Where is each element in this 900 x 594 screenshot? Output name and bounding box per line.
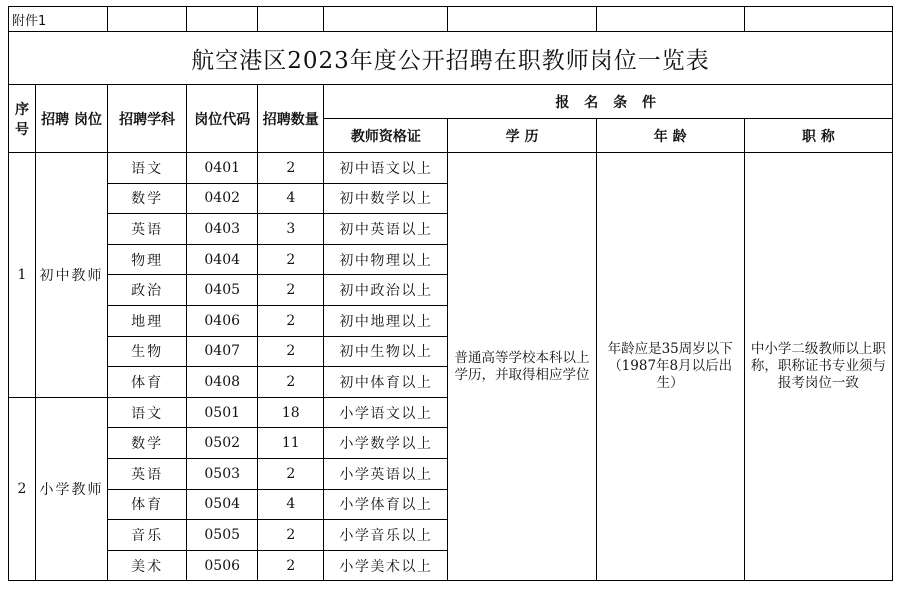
qualification-cell: 小学体育以上 (324, 489, 448, 520)
code-cell: 0504 (187, 489, 258, 520)
code-cell: 0503 (187, 458, 258, 489)
code-cell: 0403 (187, 214, 258, 245)
code-cell: 0405 (187, 275, 258, 306)
header-count: 招聘数量 (258, 85, 324, 153)
header-age: 年 龄 (596, 119, 744, 153)
code-cell: 0408 (187, 367, 258, 398)
code-cell: 0406 (187, 305, 258, 336)
title-row (9, 32, 893, 85)
count-cell: 4 (258, 183, 324, 214)
subject-cell: 物理 (108, 244, 187, 275)
code-cell: 0404 (187, 244, 258, 275)
count-cell: 2 (258, 336, 324, 367)
attachment-label: 附件1 (9, 7, 108, 32)
header-subject: 招聘学科 (108, 85, 187, 153)
subject-cell: 数学 (108, 183, 187, 214)
age-requirement: 年龄应是35周岁以下（1987年8月以后出生） (596, 153, 744, 581)
subject-cell: 语文 (108, 397, 187, 428)
header-row-1 (9, 85, 893, 119)
subject-cell: 生物 (108, 336, 187, 367)
header-position: 招聘 岗位 (36, 85, 108, 153)
header-education: 学 历 (448, 119, 596, 153)
qualification-cell: 小学美术以上 (324, 550, 448, 581)
qualification-cell: 初中物理以上 (324, 244, 448, 275)
subject-cell: 地理 (108, 305, 187, 336)
qualification-cell: 初中政治以上 (324, 275, 448, 306)
code-cell: 0501 (187, 397, 258, 428)
header-title-req: 职 称 (744, 119, 892, 153)
count-cell: 3 (258, 214, 324, 245)
subject-cell: 音乐 (108, 520, 187, 551)
subject-cell: 语文 (108, 153, 187, 184)
code-cell: 0502 (187, 428, 258, 459)
header-qualification: 教师资格证 (324, 119, 448, 153)
page-title: 航空港区2023年度公开招聘在职教师岗位一览表 (9, 32, 893, 85)
header-code: 岗位代码 (187, 85, 258, 153)
group-seq: 1 (9, 153, 36, 398)
qualification-cell: 初中语文以上 (324, 153, 448, 184)
title-requirement: 中小学二级教师以上职称，职称证书专业须与报考岗位一致 (744, 153, 892, 581)
code-cell: 0407 (187, 336, 258, 367)
count-cell: 2 (258, 367, 324, 398)
qualification-cell: 初中生物以上 (324, 336, 448, 367)
qualification-cell: 小学语文以上 (324, 397, 448, 428)
qualification-cell: 小学数学以上 (324, 428, 448, 459)
header-seq: 序号 (9, 85, 36, 153)
qualification-cell: 初中地理以上 (324, 305, 448, 336)
qualification-cell: 小学音乐以上 (324, 520, 448, 551)
header-conditions: 报 名 条 件 (324, 85, 893, 119)
group-position: 初中教师 (36, 153, 108, 398)
code-cell: 0505 (187, 520, 258, 551)
subject-cell: 英语 (108, 458, 187, 489)
count-cell: 18 (258, 397, 324, 428)
code-cell: 0401 (187, 153, 258, 184)
group-seq: 2 (9, 397, 36, 581)
education-requirement: 普通高等学校本科以上学历，并取得相应学位 (448, 153, 596, 581)
count-cell: 2 (258, 153, 324, 184)
count-cell: 4 (258, 489, 324, 520)
subject-cell: 政治 (108, 275, 187, 306)
count-cell: 2 (258, 305, 324, 336)
qualification-cell: 初中体育以上 (324, 367, 448, 398)
recruitment-table (8, 6, 893, 581)
count-cell: 2 (258, 275, 324, 306)
subject-cell: 体育 (108, 367, 187, 398)
code-cell: 0506 (187, 550, 258, 581)
table-row (9, 153, 893, 184)
qualification-cell: 初中英语以上 (324, 214, 448, 245)
group-position: 小学教师 (36, 397, 108, 581)
count-cell: 11 (258, 428, 324, 459)
attachment-row (9, 7, 893, 32)
code-cell: 0402 (187, 183, 258, 214)
subject-cell: 数学 (108, 428, 187, 459)
count-cell: 2 (258, 550, 324, 581)
subject-cell: 英语 (108, 214, 187, 245)
qualification-cell: 小学英语以上 (324, 458, 448, 489)
count-cell: 2 (258, 520, 324, 551)
count-cell: 2 (258, 458, 324, 489)
subject-cell: 美术 (108, 550, 187, 581)
subject-cell: 体育 (108, 489, 187, 520)
count-cell: 2 (258, 244, 324, 275)
qualification-cell: 初中数学以上 (324, 183, 448, 214)
